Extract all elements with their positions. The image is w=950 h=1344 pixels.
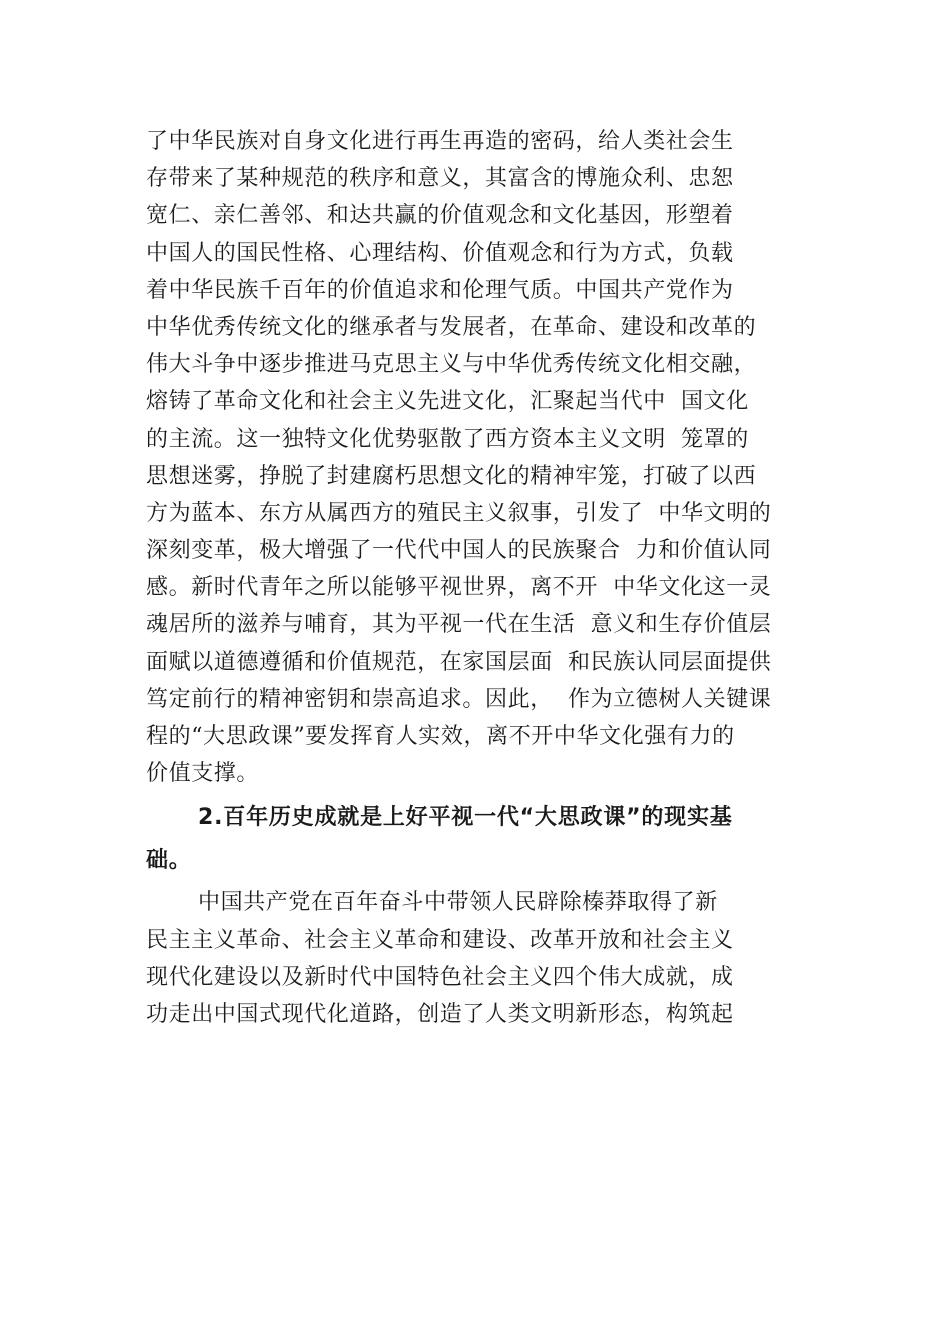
text-line: 中国共产党在百年奋斗中带领人民辟除榛莽取得了新 [198,890,718,916]
text-line: 现代化建设以及新时代中国特色社会主义四个伟大成就，成 [146,964,734,990]
paragraph-historical-achievements [146,884,846,1033]
text-line: 伟大斗争中逐步推进马克思主义与中华优秀传统文化相交融， [146,352,757,378]
text-line: 熔铸了革命文化和社会主义先进文化，汇聚起当代中 国文化 [146,389,749,415]
section-heading-line: 2.百年历史成就是上好平视一代“大思政课”的现实基 [198,805,733,831]
text-line: 存带来了某种规范的秩序和意义，其富含的博施众利、忠恕 [146,166,734,192]
text-line: 思想迷雾，挣脱了封建腐朽思想文化的精神牢笼，打破了以西 [146,463,757,489]
text-line: 中国人的国民性格、心理结构、价值观念和行为方式，负载 [146,240,734,266]
text-line: 方为蓝本、东方从属西方的殖民主义叙事，引发了 中华文明的 [146,500,772,526]
text-line: 面赋以道德遵循和价值规范，在家国层面 和民族认同层面提供 [146,649,772,675]
text-line: 功走出中国式现代化道路，创造了人类文明新形态，构筑起 [146,1001,734,1027]
text-line: 宽仁、亲仁善邻、和达共赢的价值观念和文化基因，形塑着 [146,203,734,229]
paragraph-cultural-foundation [146,123,846,792]
text-line: 中华优秀传统文化的继承者与发展者，在革命、建设和改革的 [146,314,757,340]
text-line: 的主流。这一独特文化优势驱散了西方资本主义文明 笼罩的 [146,426,749,452]
text-line: 深刻变革，极大增强了一代代中国人的民族聚合 力和价值认同 [146,538,772,564]
text-line: 民主主义革命、社会主义革命和建设、改革开放和社会主义 [146,927,734,953]
text-line: 着中华民族千百年的价值追求和伦理气质。中国共产党作为 [146,277,734,303]
text-line: 价值支撑。 [146,761,260,787]
text-line: 笃定前行的精神密钥和崇高追求。因此， 作为立德树人关键课 [146,686,772,712]
section-heading-line: 础。 [146,848,192,874]
text-line: 了中华民族对自身文化进行再生再造的密码，给人类社会生 [146,129,734,154]
text-line: 魂居所的滋养与哺育，其为平视一代在生活 意义和生存价值层 [146,612,772,638]
document-body [146,123,846,1033]
text-line: 程的“大思政课”要发挥育人实效，离不开中华文化强有力的 [146,724,735,749]
section-heading [146,796,846,882]
text-line: 感。新时代青年之所以能够平视世界，离不开 中华文化这一灵 [146,575,772,601]
